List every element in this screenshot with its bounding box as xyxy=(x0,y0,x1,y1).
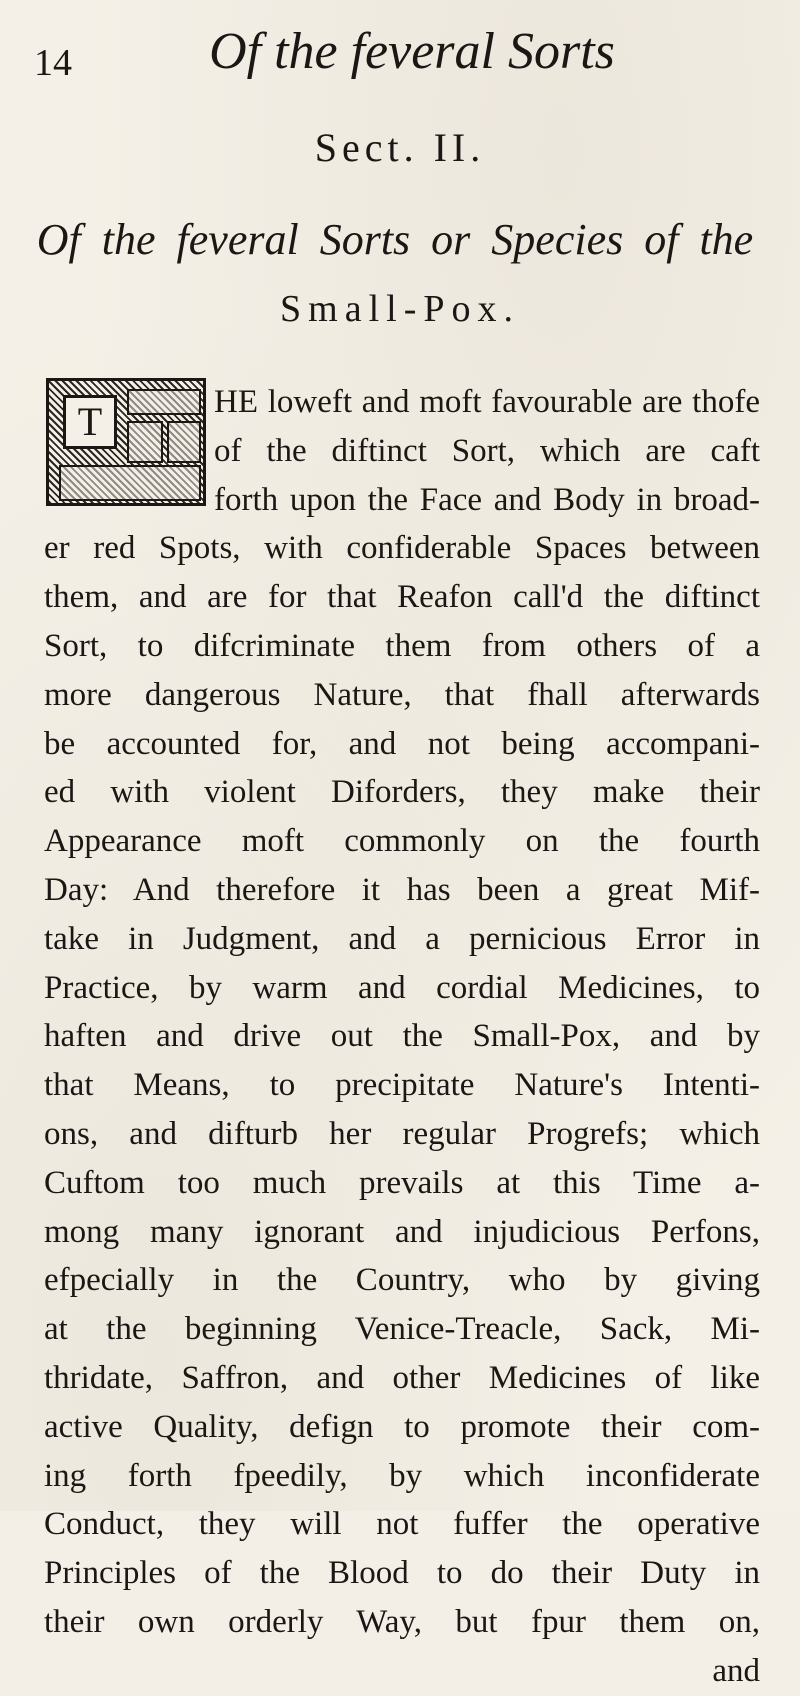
text-line: forth upon the Face and Body in broad- xyxy=(214,481,760,518)
text-line: be accounted for, and not being accompani- xyxy=(44,725,760,762)
text-line: Conduct, they will not fuffer the operative xyxy=(44,1506,760,1543)
catchword: and xyxy=(712,1652,760,1689)
text-line: Day: And therefore it has been a great Mif- xyxy=(44,871,760,908)
text-line: er red Spots, with confiderable Spaces between xyxy=(44,530,760,567)
running-head xyxy=(34,22,760,82)
text-line: Principles of the Blood to do their Duty in xyxy=(44,1555,760,1592)
text-line: ing forth fpeedily, by which inconfiderate xyxy=(44,1457,760,1494)
text-line: them, and are for that Reafon call'd the diftinct xyxy=(44,579,760,616)
text-line: that Means, to precipitate Nature's Intenti- xyxy=(44,1067,760,1104)
text-line: ed with violent Diforders, they make their xyxy=(44,774,760,811)
text-line: mong many ignorant and injudicious Perfons, xyxy=(44,1213,760,1250)
text-line: of the diftinct Sort, which are caft xyxy=(214,432,760,469)
text-line: more dangerous Nature, that fhall afterwards xyxy=(44,676,760,713)
text-line: Cuftom too much prevails at this Time a- xyxy=(44,1164,760,1201)
running-title: Of the feveral Sorts xyxy=(209,23,615,80)
text-line: Practice, by warm and cordial Medicines, to xyxy=(44,969,760,1006)
text-line: Appearance moft commonly on the fourth xyxy=(44,823,760,860)
section-title: Of the feveral Sorts or Species of the xyxy=(36,215,754,264)
body-paragraph xyxy=(44,378,760,1696)
text-line: efpecially in the Country, who by giving xyxy=(44,1262,760,1299)
text-line: thridate, Saffron, and other Medicines of like xyxy=(44,1359,760,1396)
initial-letter: T xyxy=(63,395,117,449)
text-line: active Quality, defign to promote their com- xyxy=(44,1408,760,1445)
page-number: 14 xyxy=(34,42,72,84)
text-line: haften and drive out the Small-Pox, and by xyxy=(44,1018,760,1055)
text-line: ons, and difturb her regular Progrefs; which xyxy=(44,1115,760,1152)
text-line: at the beginning Venice-Treacle, Sack, Mi- xyxy=(44,1311,760,1348)
text-line: their own orderly Way, but fpur them on, xyxy=(44,1603,760,1640)
text-line: Sort, to difcriminate them from others of a xyxy=(44,627,760,664)
text-line: HE loweft and moft favourable are thofe xyxy=(214,384,760,420)
text-line: take in Judgment, and a pernicious Error in xyxy=(44,920,760,957)
section-subtitle: Small-Pox. xyxy=(280,288,520,330)
section-label: Sect. II. xyxy=(314,125,486,170)
